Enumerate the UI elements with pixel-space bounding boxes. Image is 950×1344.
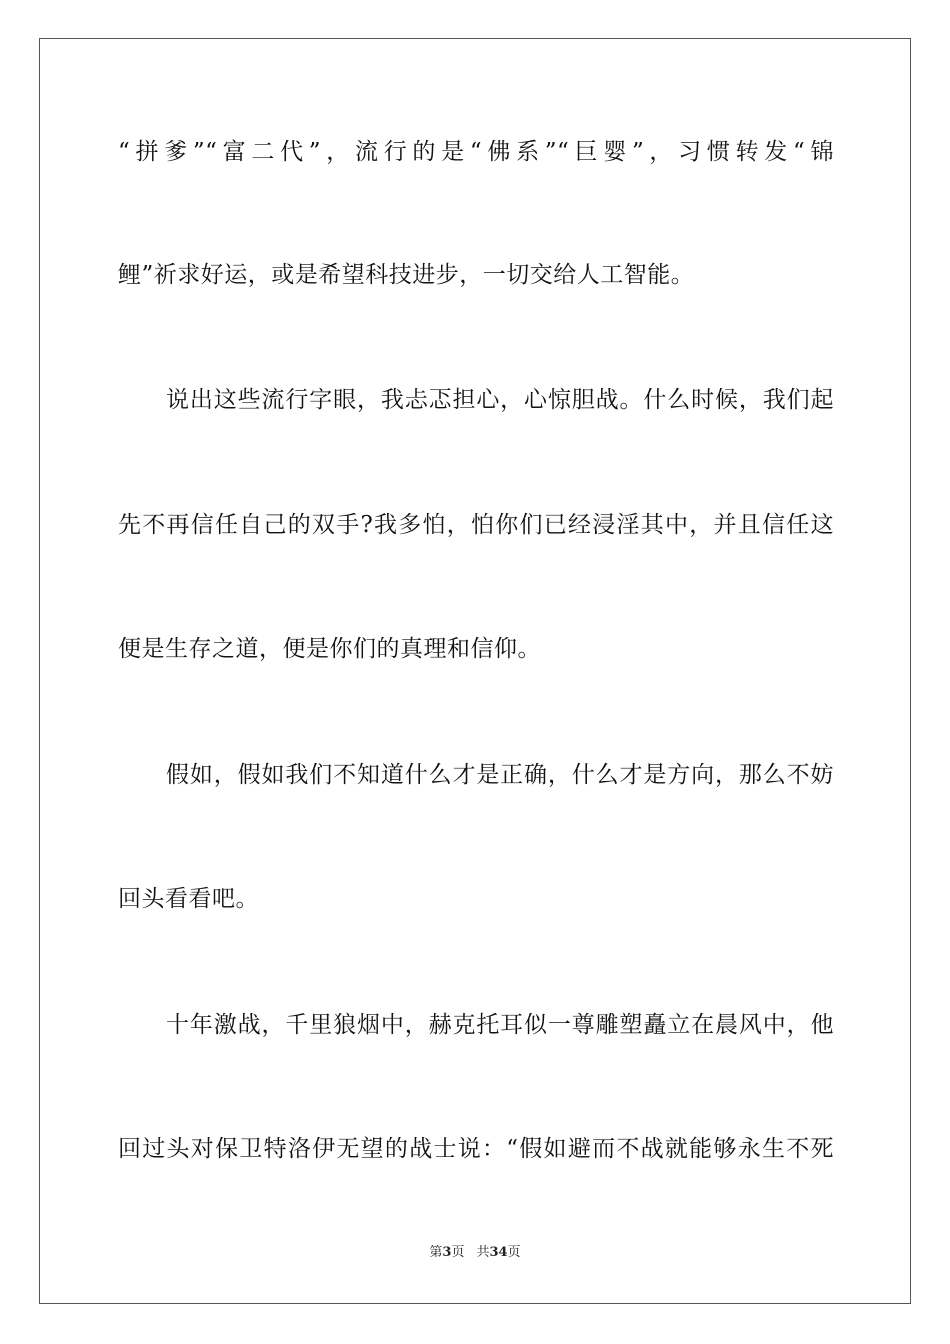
paragraph-line-3: 说出这些流行字眼，我忐忑担心，心惊胆战。什么时候，我们起 <box>166 387 834 413</box>
paragraph-line-1: “拼爹”“富二代”，流行的是“佛系”“巨婴”，习惯转发“锦 <box>118 139 834 165</box>
paragraph-line-7: 回头看看吧。 <box>118 886 259 912</box>
paragraph-line-5: 便是生存之道，便是你们的真理和信仰。 <box>118 636 541 662</box>
footer-total-prefix: 共 <box>476 1245 490 1260</box>
footer-page-suffix: 页 <box>451 1245 465 1260</box>
paragraph-line-4: 先不再信任自己的双手?我多怕，怕你们已经浸淫其中，并且信任这 <box>118 512 834 538</box>
paragraph-line-2: 鲤”祈求好运，或是希望科技进步，一切交给人工智能。 <box>118 262 695 288</box>
page-border <box>39 38 911 1304</box>
footer-page-number: 3 <box>442 1245 452 1260</box>
paragraph-line-9: 回过头对保卫特洛伊无望的战士说：“假如避而不战就能够永生不死 <box>118 1136 834 1162</box>
paragraph-line-8: 十年激战，千里狼烟中，赫克托耳似一尊雕塑矗立在晨风中，他 <box>166 1012 834 1038</box>
footer-total-suffix: 页 <box>507 1245 521 1260</box>
page-footer <box>0 1244 950 1262</box>
paragraph-line-6: 假如，假如我们不知道什么才是正确，什么才是方向，那么不妨 <box>166 762 834 788</box>
footer-total-pages: 34 <box>489 1245 508 1260</box>
footer-page-prefix: 第 <box>429 1245 443 1260</box>
